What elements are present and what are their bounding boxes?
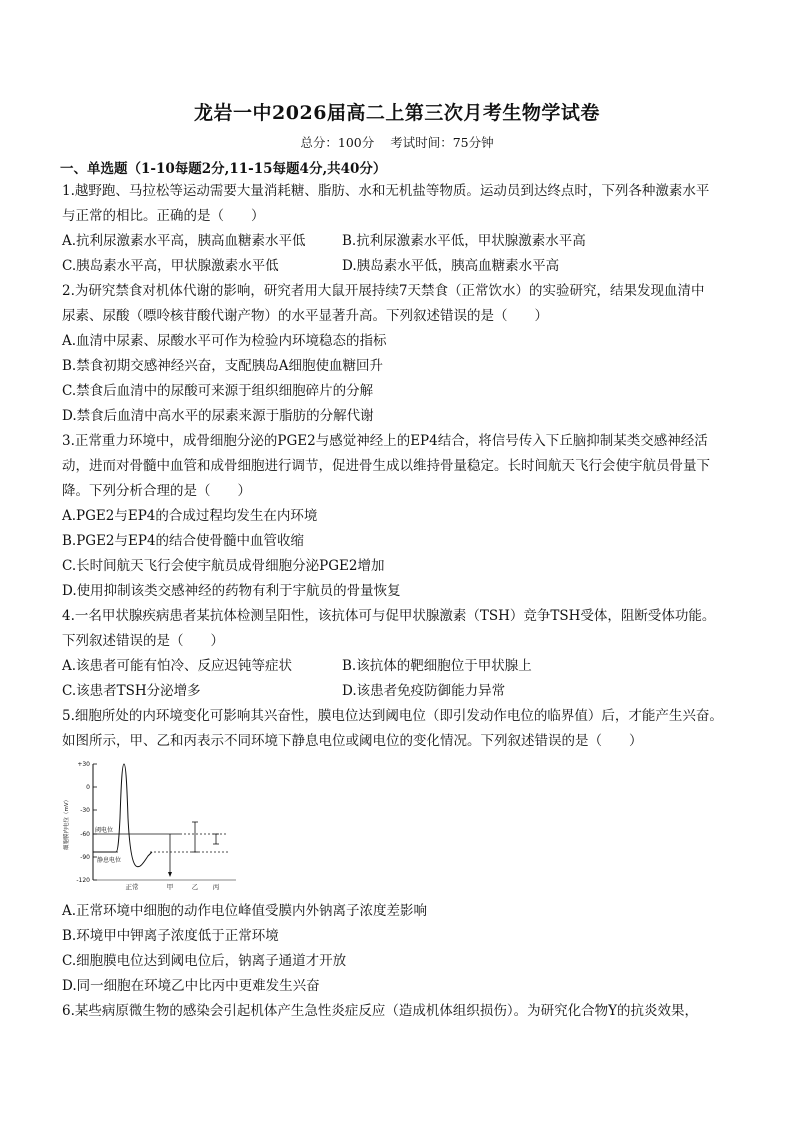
q1-option-d: D.胰岛素水平低，胰高血糖素水平高 [342,258,560,274]
y-axis-label: 细胞膜内电位（mV） [64,796,70,850]
resting-label: 静息电位 [97,857,122,864]
q1-option-a: A.抗利尿激素水平高，胰高血糖素水平低 [62,233,306,249]
x-label: 丙 [212,883,220,890]
q4-option-c: C.该患者TSH分泌增多 [62,683,201,699]
q4-option-a: A.该患者可能有怕冷、反应迟钝等症状 [62,658,293,674]
q2-option-b: B.禁食初期交感神经兴奋，支配胰岛A细胞使血糖回升 [62,358,383,374]
threshold-label: 阈电位 [95,827,114,834]
exam-title: 龙岩一中2026届高二上第三次月考生物学试卷 [194,102,600,124]
tick-label: -60 [80,831,90,838]
tick-label: -120 [76,877,90,884]
q5-option-a: A.正常环境中细胞的动作电位峰值受膜内外钠离子浓度差影响 [62,903,428,919]
q1-option-b: B.抗利尿激素水平低，甲状腺激素水平高 [342,233,586,249]
q2-option-d: D.禁食后血清中高水平的尿素来源于脂肪的分解代谢 [62,408,374,424]
q5-option-d: D.同一细胞在环境乙中比丙中更难发生兴奋 [62,978,320,994]
q5-option-c: C.细胞膜电位达到阈电位后，钠离子通道才开放 [62,953,347,969]
q2-option-a: A.血清中尿素、尿酸水平可作为检验内环境稳态的指标 [62,333,387,349]
q5-stem-line-1: 5.细胞所处的内环境变化可影响其兴奋性，膜电位达到阈电位（即引发动作电位的临界值）后，才能产生兴奋。 [62,708,723,724]
q5-option-b: B.环境甲中钾离子浓度低于正常环境 [62,928,279,944]
q3-stem-line-2: 动，进而对骨髓中血管和成骨细胞进行调节，促进骨生成以维持骨量稳定。长时间航天飞行会使宇航员骨量下 [62,458,710,474]
tick-label: -90 [80,854,90,861]
q4-stem-line-2: 下列叙述错误的是（ ） [62,633,224,649]
q3-option-a: A.PGE2与EP4的合成过程均发生在内环境 [62,508,318,524]
q4-option-d: D.该患者免疫防御能力异常 [342,683,506,699]
q3-stem-line-1: 3.正常重力环境中，成骨细胞分泌的PGE2与感觉神经上的EP4结合，将信号传入下丘脑抑制某类交感神经活 [62,433,708,449]
q2-stem-line-1: 2.为研究禁食对机体代谢的影响，研究者用大鼠开展持续7天禁食（正常饮水）的实验研究，结果发现血清中 [62,283,705,299]
tick-label: 0 [86,784,90,791]
q3-option-c: C.长时间航天飞行会使宇航员成骨细胞分泌PGE2增加 [62,558,385,574]
q4-option-b: B.该抗体的靶细胞位于甲状腺上 [342,658,532,674]
exam-time: 考试时间：75分钟 [390,135,494,150]
membrane-potential-figure [60,758,240,890]
q3-option-b: B.PGE2与EP4的结合使骨髓中血管收缩 [62,533,305,549]
q1-stem-line-1: 1.越野跑、马拉松等运动需要大量消耗糖、脂肪、水和无机盐等物质。运动员到达终点时，下列各种激素水平 [62,183,710,199]
q3-option-d: D.使用抑制该类交感神经的药物有利于宇航员的骨量恢复 [62,583,401,599]
q5-stem-line-2: 如图所示，甲、乙和丙表示不同环境下静息电位或阈电位的变化情况。下列叙述错误的是（ ） [62,733,643,749]
q1-stem-line-2: 与正常的相比。正确的是（ ） [62,208,265,224]
action-potential-curve [93,764,152,867]
q1-option-c: C.胰岛素水平高，甲状腺激素水平低 [62,258,279,274]
total-score: 总分：100分 [300,135,375,150]
q2-stem-line-2: 尿素、尿酸（嘌呤核苷酸代谢产物）的水平显著升高。下列叙述错误的是（ ） [62,308,548,324]
section-heading: 一、单选题（1-10每题2分,11-15每题4分,共40分） [60,161,387,177]
q6-stem-line-1: 6.某些病原微生物的感染会引起机体产生急性炎症反应（造成机体组织损伤）。为研究化合物Y的抗炎效果， [62,1003,699,1019]
x-label: 甲 [166,883,174,890]
x-label: 乙 [191,883,199,890]
q3-stem-line-3: 降。下列分析合理的是（ ） [62,483,251,499]
q2-option-c: C.禁食后血清中的尿酸可来源于组织细胞碎片的分解 [62,383,374,399]
tick-label: -30 [80,807,90,814]
x-label: 正常 [125,883,139,890]
arrow-jia-head [168,872,172,877]
exam-subtitle [0,133,794,151]
tick-label: +30 [77,761,90,768]
q4-stem-line-1: 4.一名甲状腺疾病患者某抗体检测呈阳性，该抗体可与促甲状腺激素（TSH）竞争TSH受体，阻断受体功能。 [62,608,716,624]
